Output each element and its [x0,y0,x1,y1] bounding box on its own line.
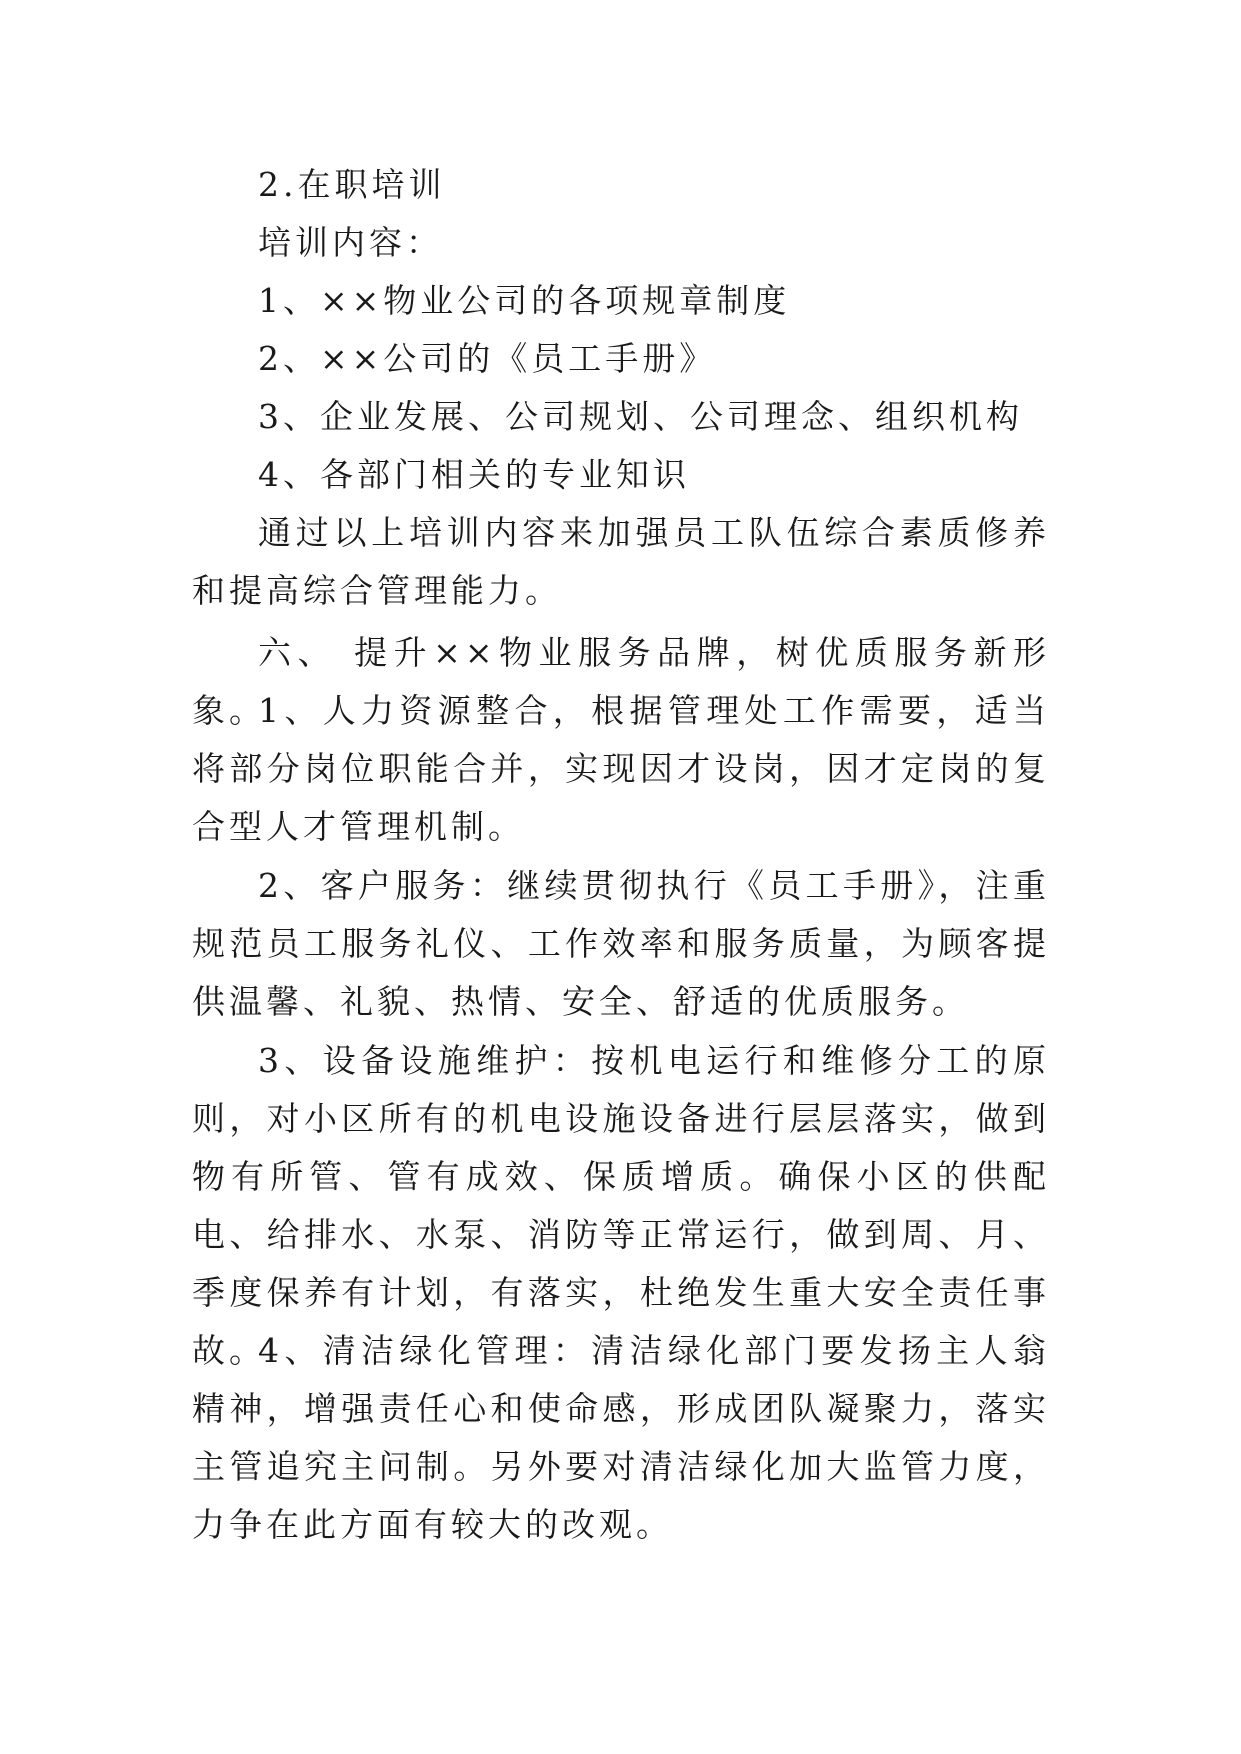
paragraph-hr-integration: 1、人力资源整合，根据管理处工作需要，适当将部分岗位职能合并，实现因才设岗，因才定岗的复合型人才管理机制。 [192,691,1050,846]
training-item-2: 2、××公司的《员工手册》 [258,339,717,378]
section-heading-on-job-training: 2.在职培训 [258,165,446,204]
training-content-label: 培训内容： [258,223,443,262]
section-heading-six: 六、 提升××物业服务品牌，树优质服务新形象。 [192,633,1050,730]
paragraph-cleaning-greening: 4、清洁绿化管理：清洁绿化部门要发扬主人翁精神，增强责任心和使命感，形成团队凝聚力，落实主管追究主问制。另外要对清洁绿化加大监管力度，力争在此方面有较大的改观。 [192,1331,1050,1544]
paragraph-equipment-maintenance: 3、设备设施维护：按机电运行和维修分工的原则，对小区所有的机电设施设备进行层层落实，做到物有所管、管有成效、保质增质。确保小区的供配电、给排水、水泵、消防等正常运行，做到周、月、季度保养有计划，有落实，杜绝发生重大安全责任事故。 [192,1041,1050,1370]
paragraph-customer-service: 2、客户服务：继续贯彻执行《员工手册》，注重规范员工服务礼仪、工作效率和服务质量，为顾客提供温馨、礼貌、热情、安全、舒适的优质服务。 [192,866,1050,1021]
training-item-3: 3、企业发展、公司规划、公司理念、组织机构 [258,397,1023,436]
training-item-4: 4、各部门相关的专业知识 [258,455,690,494]
training-summary-paragraph: 通过以上培训内容来加强员工队伍综合素质修养和提高综合管理能力。 [192,513,1050,610]
training-item-1: 1、××物业公司的各项规章制度 [258,281,791,320]
